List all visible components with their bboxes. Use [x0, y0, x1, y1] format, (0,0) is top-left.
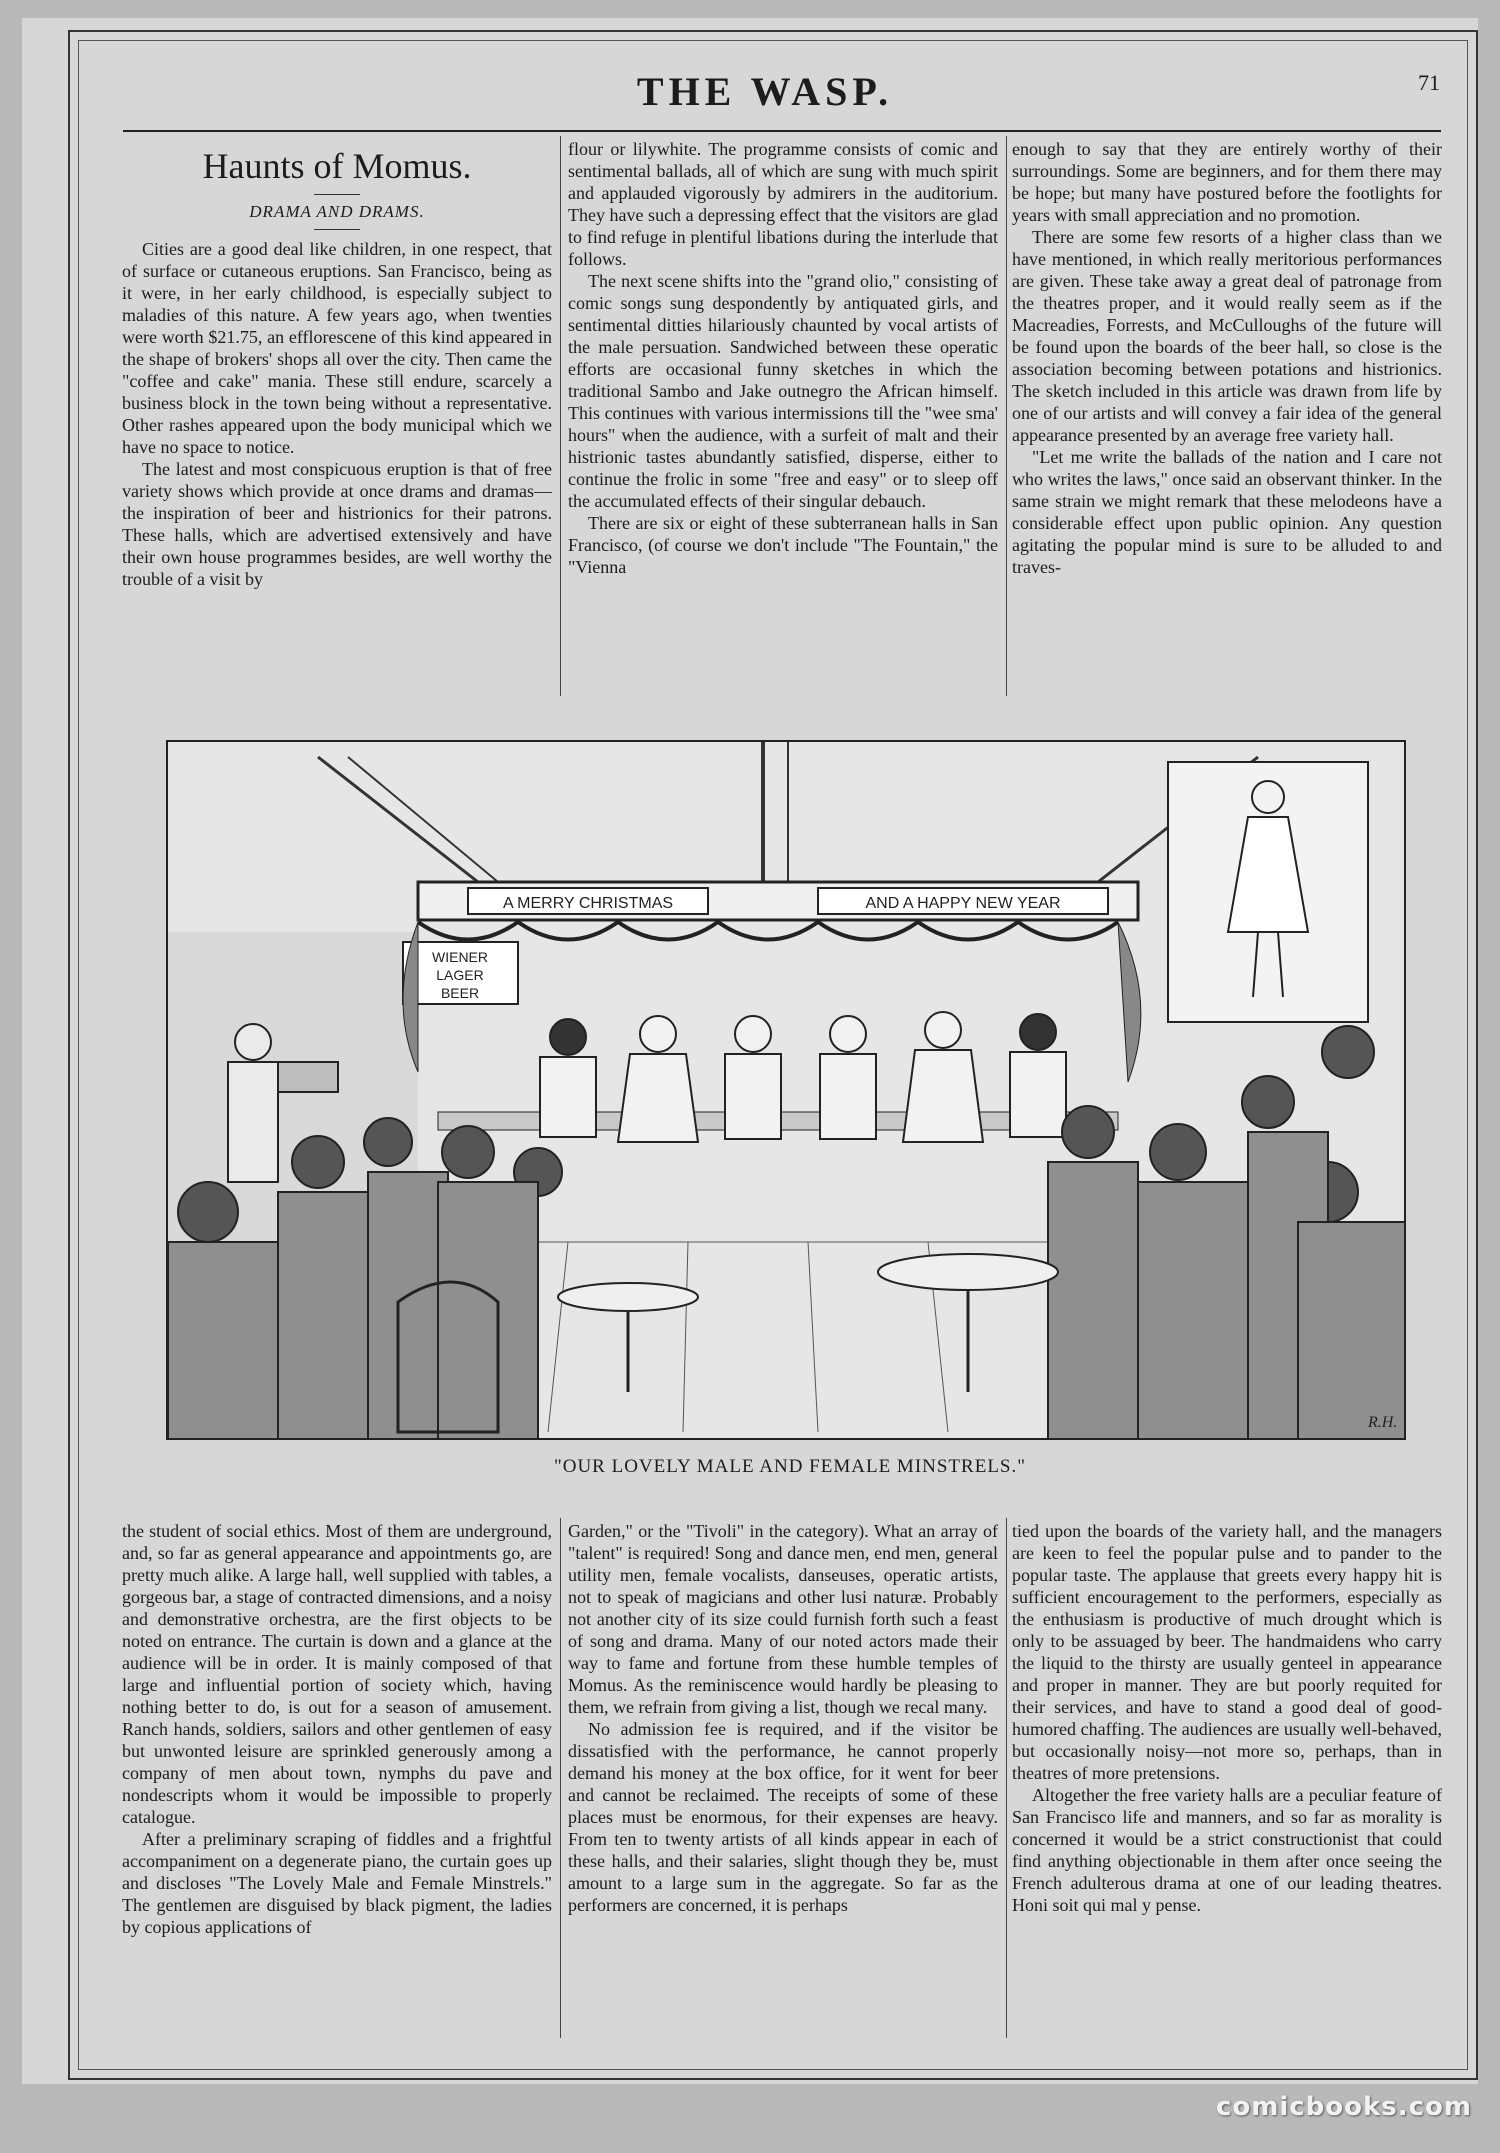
article-column-6	[1012, 1520, 1442, 2040]
paragraph: The next scene shifts into the "grand olio," consisting of comic songs sung despondently by antiquated girls, and sentimental ditties hilariously chaunted by vocal artists of the male persuation. Sandwiched between these operatic efforts are occasional funny sketches in which the traditional Sambo and Jake outnegro the African himself. This continues with various intermissions till the "wee sma' hours" when the audience, with a surfeit of malt and their histrionic tastes abundantly satisfied, disperse, either to continue the frolic in some "free and easy" or to sleep off the accumulated effects of their singular debauch.	[568, 271, 998, 511]
article-column-4	[122, 1520, 552, 2040]
masthead	[90, 62, 1440, 128]
paragraph: Altogether the free variety halls are a peculiar feature of San Francisco life and manners, and so far as morality is concerned it would be a strict constructionist that could find anything objectionable in them after once seeing the French adulterous drama at one of our leading theatres. Honi soit qui mal y pense.	[1012, 1785, 1442, 1915]
engraving-drawing	[168, 742, 1406, 1440]
paragraph: Cities are a good deal like children, in one respect, that of surface or cutaneous eruptions. San Francisco, being as it were, in her early childhood, is especially subject to maladies of this nature. A few years ago, when twenties were worth $21.75, an efflorescene of this kind appeared in the shape of brokers' shops all over the city. Then came the "coffee and cake" mania. These still endure, scarcely a business block in the town being without a representative. Other rashes appeared upon the body municipal which we have no space to notice.	[122, 239, 552, 457]
paragraph: The latest and most conspicuous eruption is that of free variety shows which provide at once drams and dramas—the inspiration of beer and histrionics for their patrons. These halls, which are advertised extensively and have their own house programmes besides, are well worthy the trouble of a visit by	[122, 459, 552, 589]
artist-signature: R.H.	[1368, 1414, 1398, 1431]
sign-line-3: BEER	[440, 985, 480, 1001]
paragraph: No admission fee is required, and if the visitor be dissatisfied with the performance, he cannot properly demand his money at the box office, for it went for beer and cannot be reclaimed. The receipts of some of these places must be enormous, for their expenses are heavy. From ten to twenty artists of all kinds appear in each of these halls, and their salaries, slight though they be, must amount to a large sum in the aggregate. So far as the performers are concerned, it is perhaps	[568, 1719, 998, 1915]
banner-right-text: AND A HAPPY NEW YEAR	[865, 895, 1061, 912]
paragraph: After a preliminary scraping of fiddles and a frightful accompaniment on a degenerate piano, the curtain goes up and discloses "The Lovely Male and Female Minstrels." The gentlemen are disguised by black pigment, the ladies by copious applications of	[122, 1829, 552, 1937]
paragraph: There are some few resorts of a higher class than we have mentioned, in which really meritorious performances are given. These take away a great deal of patronage from the theatres proper, and it would really seem as if the Macreadies, Forrests, and McCulloughs of the future will be found upon the boards of the beer hall, so close is the association becoming between potations and histrionics. The sketch included in this article was drawn from life by one of our artists and will convey a fair idea of the general appearance presented by an average free variety hall.	[1012, 227, 1442, 445]
column-divider	[560, 1518, 561, 2038]
article-headline: Haunts of Momus.	[202, 146, 472, 186]
sign-line-1: WIENER	[432, 949, 488, 965]
column-divider	[1006, 136, 1007, 696]
sign-line-2: LAGER	[436, 967, 484, 983]
paragraph: Garden," or the "Tivoli" in the category). What an array of "talent" is required! Song and dance men, end men, general utility men, female vocalists, danseuses, operatic artists, not to speak of magicians and other lusi naturæ. Probably not another city of its size could furnish forth such a feast of song and drama. Many of our noted actors made their way to fame and fortune from these humble temples of Momus. As the reminiscence would hardly be pleasing to them, we refrain from giving a list, though we recal many.	[568, 1521, 998, 1717]
article-subhead: DRAMA AND DRAMS.	[249, 202, 425, 221]
paragraph: the student of social ethics. Most of them are underground, and, so far as general appearance and appointments go, are pretty much alike. A large hall, well supplied with tables, a gorgeous bar, a stage of contracted dimensions, and a noisy and demonstrative orchestra, are the first objects to be noted on entrance. The curtain is down and a glance at the audience will be in order. It is mainly composed of that large and influential portion of society which, having nothing better to do, is out for a season of amusement. Ranch hands, soldiers, sailors and other gentlemen of easy but unwonted leisure are sprinkled generously among a company of men about town, nymphs du pave and nondescripts whom it would be impossible to properly catalogue.	[122, 1521, 552, 1827]
minstrel-illustration	[166, 740, 1406, 1440]
masthead-rule	[123, 130, 1441, 132]
illustration-caption: "OUR LOVELY MALE AND FEMALE MINSTRELS."	[553, 1456, 1026, 1477]
article-column-3	[1012, 138, 1442, 698]
article-column-5	[568, 1520, 998, 2040]
page-number: 71	[1418, 70, 1440, 95]
banner-left-text: A MERRY CHRISTMAS	[502, 895, 674, 912]
subhead-rule	[314, 229, 360, 230]
paragraph: enough to say that they are entirely worthy of their surroundings. Some are beginners, and for them there may be hope; but many have postured before the footlights for years with small appreciation and no promotion.	[1012, 139, 1442, 225]
article-column-1	[122, 136, 552, 696]
paragraph: There are six or eight of these subterranean halls in San Francisco, (of course we don't include "The Fountain," the "Vienna	[568, 513, 998, 577]
site-watermark: comicbooks.com	[1215, 2092, 1472, 2122]
paragraph: flour or lilywhite. The programme consists of comic and sentimental ballads, all of which are sung with much spirit and applauded vigorously by admirers in the auditorium. They have such a depressing effect that the visitors are glad to find refuge in plentiful libations during the interlude that follows.	[568, 139, 998, 269]
column-divider	[1006, 1518, 1007, 2038]
paragraph: "Let me write the ballads of the nation and I care not who writes the laws," once said an observant thinker. In the same strain we might remark that these melodeons have a considerable effect upon public opinion. Any question agitating the popular mind is sure to be alluded to and traves-	[1012, 447, 1442, 577]
publication-title: THE WASP.	[636, 69, 894, 114]
article-column-2	[568, 138, 998, 698]
column-divider	[560, 136, 561, 696]
paragraph: tied upon the boards of the variety hall, and the managers are keen to feel the popular pulse and to pander to the popular taste. The applause that greets every happy hit is sufficient encouragement to the performers, especially as the enthusiasm is productive of much drought which is only to be assuaged by beer. The handmaidens who carry the liquid to the thirsty are usually genteel in appearance and proper in manner. They are but poorly requited for their services, and have to stand a good deal of good-humored chaffing. The audiences are usually well-behaved, but occasionally noisy—not more so, perhaps, than in theatres of more pretensions.	[1012, 1521, 1442, 1783]
headline-rule	[314, 194, 360, 195]
